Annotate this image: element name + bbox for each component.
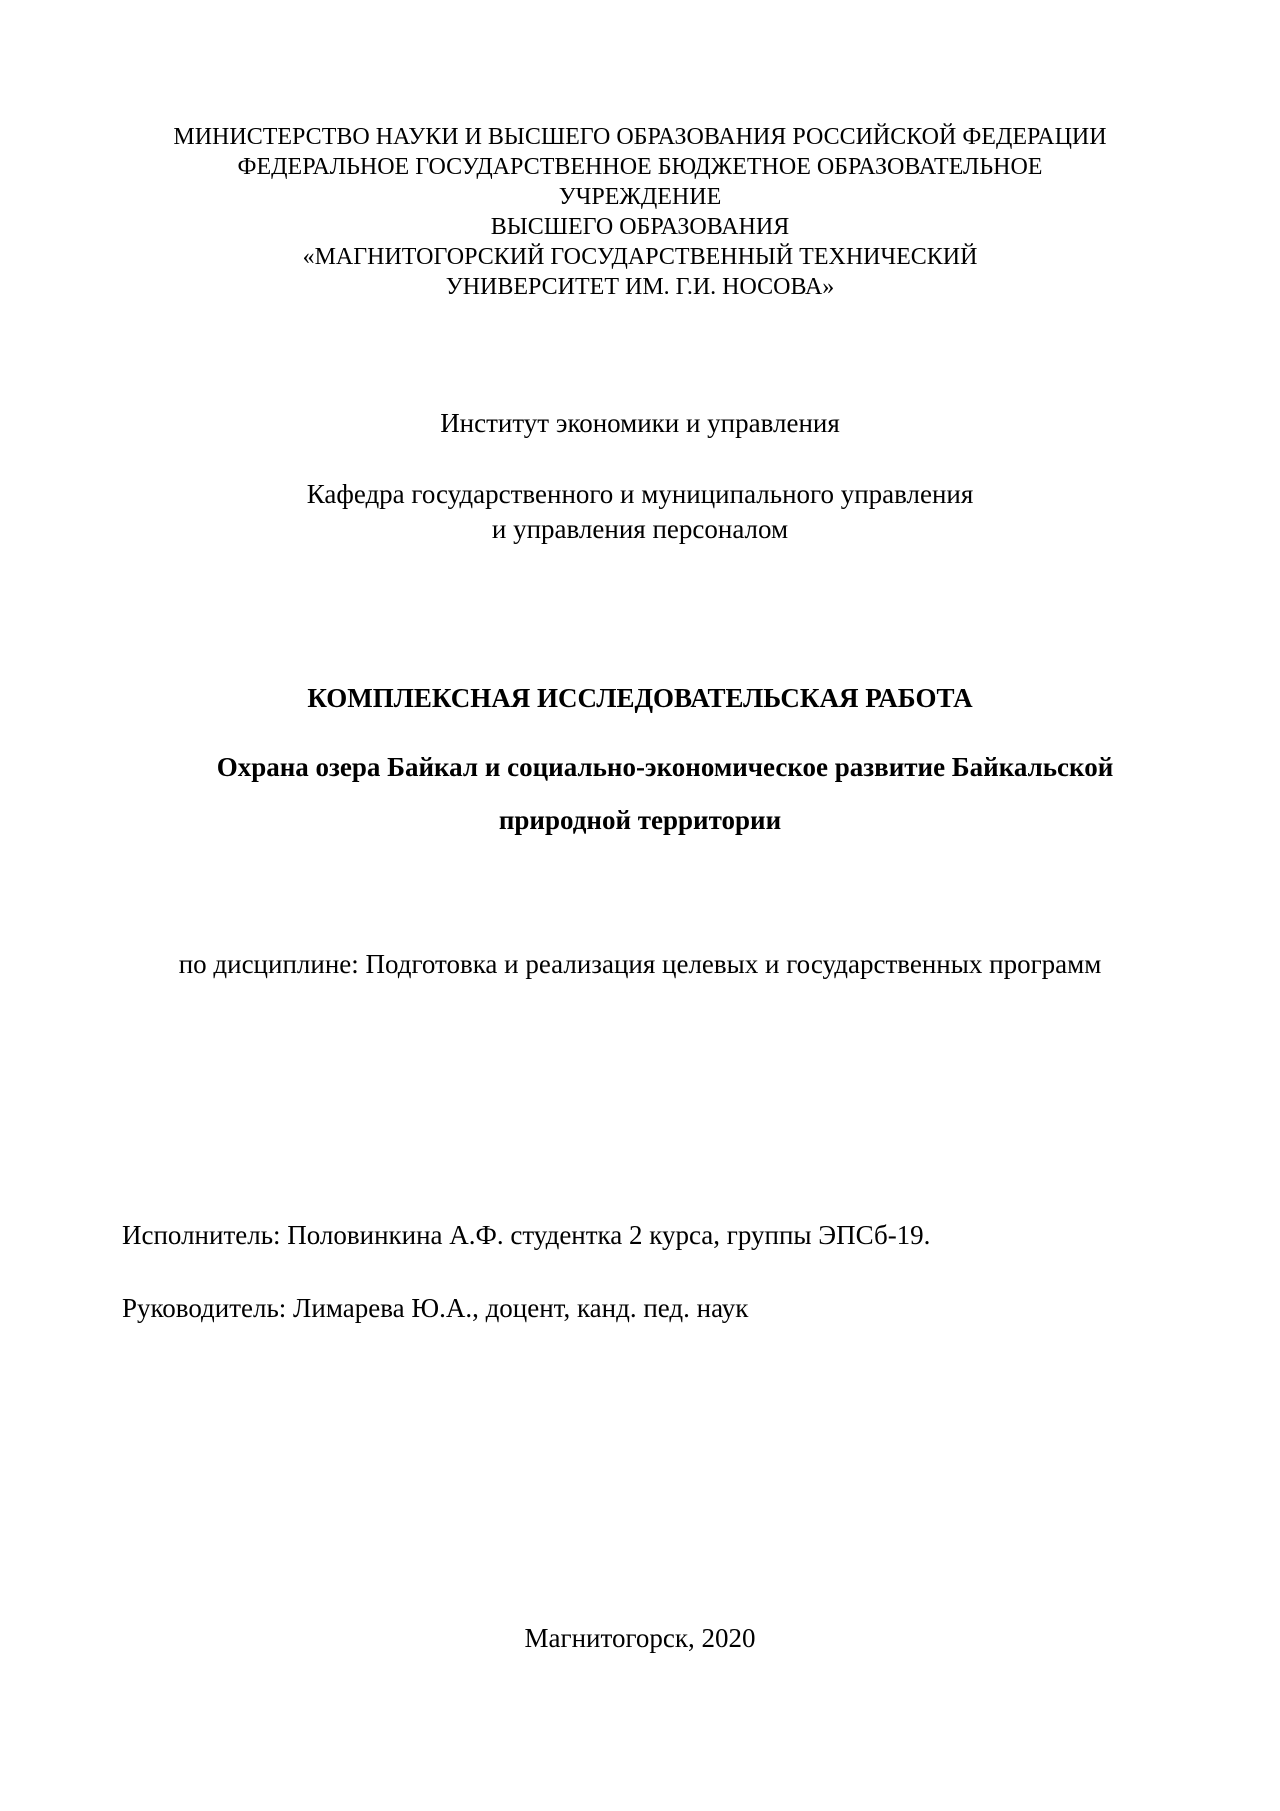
- higher-education-line: ВЫСШЕГО ОБРАЗОВАНИЯ: [490, 214, 790, 240]
- work-type-title: КОМПЛЕКСНАЯ ИССЛЕДОВАТЕЛЬСКАЯ РАБОТА: [307, 683, 973, 713]
- discipline-line: по дисциплине: Подготовка и реализация целевых и государственных программ: [178, 949, 1102, 979]
- university-name-line-cont: УНИВЕРСИТЕТ ИМ. Г.И. НОСОВА»: [445, 274, 835, 300]
- ministry-heading: МИНИСТЕРСТВО НАУКИ И ВЫСШЕГО ОБРАЗОВАНИЯ РОССИЙСКОЙ ФЕДЕРАЦИИ: [173, 124, 1107, 150]
- department-name-cont: и управления персоналом: [491, 514, 789, 544]
- institute-name: Институт экономики и управления: [440, 408, 840, 438]
- performer-line: Исполнитель: Половинкина А.Ф. студентка 2 курса, группы ЭПСб-19.: [122, 1220, 931, 1250]
- city-year: Магнитогорск, 2020: [524, 1623, 756, 1653]
- supervisor-line: Руководитель: Лимарева Ю.А., доцент, канд. пед. наук: [122, 1293, 749, 1323]
- university-type-line-cont: УЧРЕЖДЕНИЕ: [558, 184, 722, 210]
- topic-title: Охрана озера Байкал и социально-экономическое развитие Байкальской: [216, 752, 1114, 782]
- department-name: Кафедра государственного и муниципального управления: [306, 479, 974, 509]
- university-name-line: «МАГНИТОГОРСКИЙ ГОСУДАРСТВЕННЫЙ ТЕХНИЧЕСКИЙ: [302, 244, 978, 270]
- university-type-line: ФЕДЕРАЛЬНОЕ ГОСУДАРСТВЕННОЕ БЮДЖЕТНОЕ ОБРАЗОВАТЕЛЬНОЕ: [237, 154, 1043, 180]
- topic-title-cont: природной территории: [498, 805, 782, 835]
